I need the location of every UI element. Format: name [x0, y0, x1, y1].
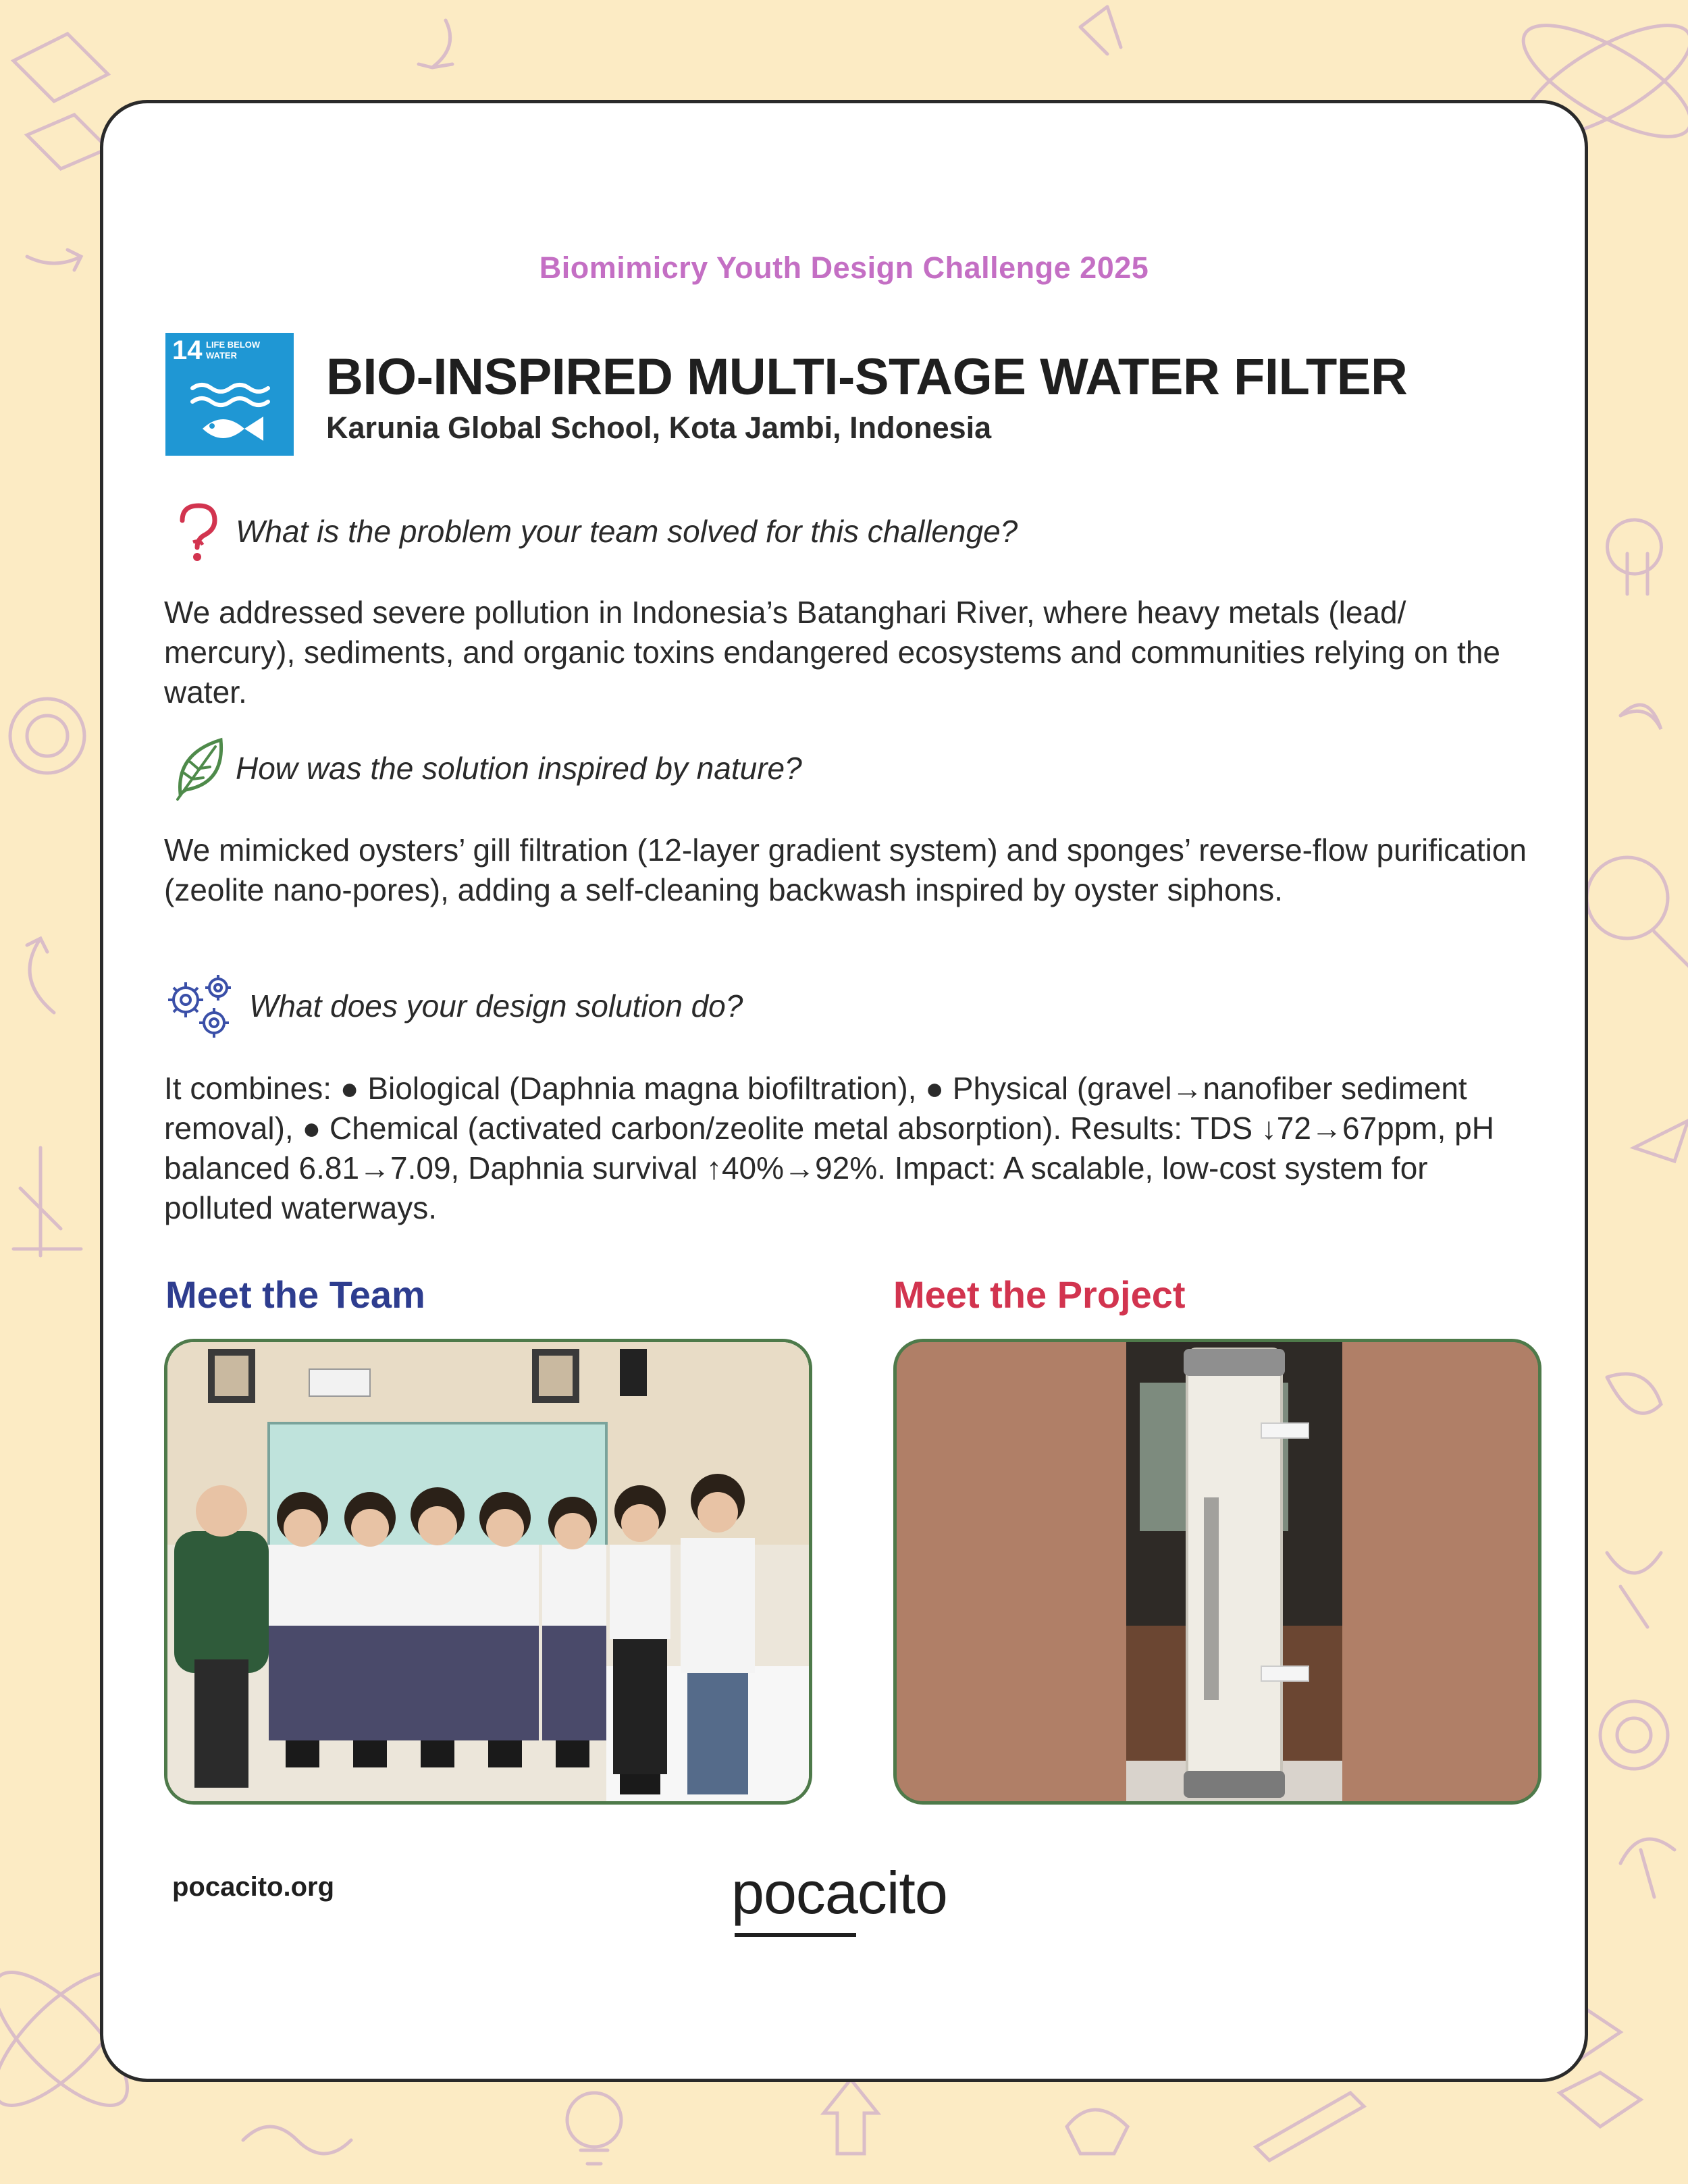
- sdg-14-badge: [165, 333, 294, 456]
- meet-project-heading: Meet the Project: [893, 1273, 1186, 1316]
- fish-icon: [189, 380, 270, 448]
- answer-design: It combines: ● Biological (Daphnia magna biofiltration), ● Physical (gravel→nanofiber sediment removal), ● Chemical (activated carbon/zeolite metal absorption). Results: TDS ↓72→67ppm, pH balanced 6.81→7.09, Daphnia survival ↑40%→92%. Impact: A scalable, low-cost system for polluted waterways.: [164, 1071, 1494, 1225]
- question-design: What does your design solution do?: [249, 988, 743, 1023]
- event-title: Biomimicry Youth Design Challenge 2025: [539, 250, 1149, 285]
- school-name: Karunia Global School, Kota Jambi, Indonesia: [326, 410, 992, 445]
- meet-team-heading: Meet the Team: [165, 1273, 425, 1316]
- content-card: [100, 100, 1588, 2082]
- sdg-number: 14: [172, 336, 203, 365]
- question-nature: How was the solution inspired by nature?: [236, 751, 802, 786]
- sdg-label: LIFE BELOW WATER: [206, 340, 261, 361]
- project-title: BIO-INSPIRED MULTI-STAGE WATER FILTER: [326, 348, 1408, 406]
- question-mark-icon: [174, 502, 221, 562]
- gears-icon: [165, 973, 240, 1040]
- logo-underline: [735, 1933, 856, 1937]
- team-photo: [164, 1339, 812, 1805]
- pocacito-logo: pocacito: [731, 1859, 947, 1926]
- answer-nature: We mimicked oysters’ gill filtration (12-layer gradient system) and sponges’ reverse-flow purification (zeolite nano-pores), adding a self-cleaning backwash inspired by oyster siphons.: [164, 832, 1527, 907]
- project-photo: [893, 1339, 1541, 1805]
- leaf-icon: [172, 735, 226, 802]
- question-problem: What is the problem your team solved for this challenge?: [236, 514, 1018, 549]
- answer-problem: We addressed severe pollution in Indonesia’s Batanghari River, where heavy metals (lead/ mercury), sediments, and organic toxins endangered ecosystems and communities relying on the water.: [164, 595, 1500, 710]
- footer-url[interactable]: pocacito.org: [172, 1872, 335, 1902]
